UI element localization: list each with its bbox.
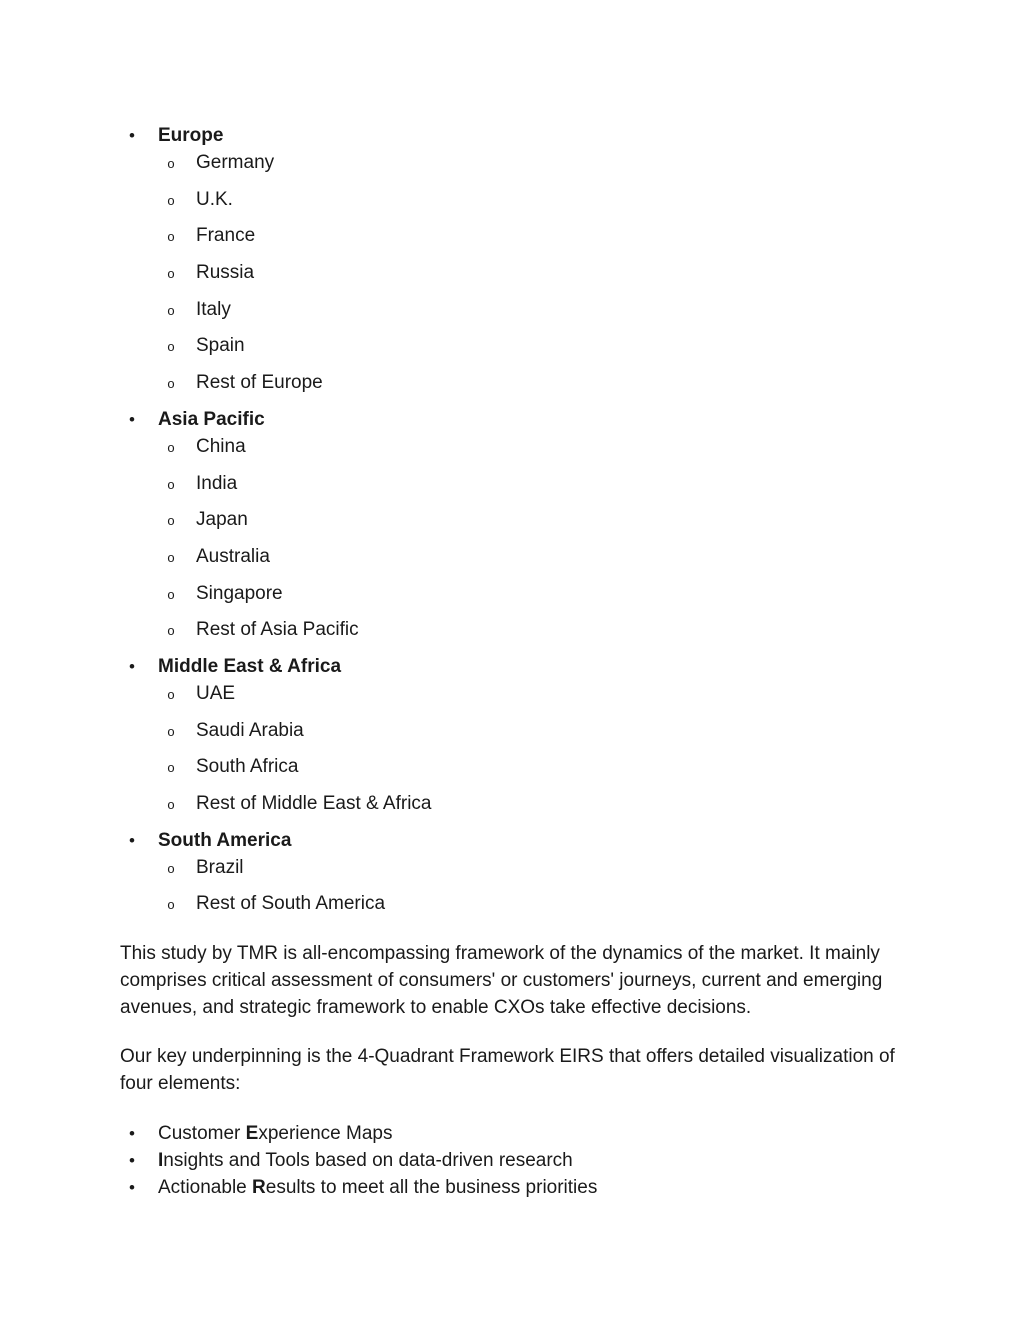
circle-bullet-icon: o [167,513,175,529]
bullet-icon: • [129,656,135,676]
country-name: Japan [196,509,248,531]
circle-bullet-icon: o [167,439,175,455]
list-item [0,149,1024,186]
study-paragraph: This study by TMR is all-encompassing framework of the dynamics of the market. It mainly comprises critical assessment of consumers' or customers' journeys, current and emerging avenues, and strategic framework to enable CXOs take effective decisions. [120,943,883,1018]
list-item [0,854,1024,891]
circle-bullet-icon: o [167,266,175,282]
region-heading [0,406,1024,433]
region-south-america [0,827,1024,927]
region-list [0,122,1024,927]
circle-bullet-icon: o [167,302,175,318]
circle-bullet-icon: o [167,623,175,639]
bullet-icon: • [129,1124,135,1143]
country-name: Rest of Europe [196,372,323,394]
country-name: Rest of Asia Pacific [196,619,359,641]
list-item [0,790,1024,827]
country-name: Australia [196,545,270,567]
country-name: France [196,225,256,247]
bullet-icon: • [129,1178,135,1197]
country-name: Russia [196,262,255,284]
circle-bullet-icon: o [167,686,175,702]
region-europe [0,122,1024,406]
framework-paragraph: Our key underpinning is the 4-Quadrant Framework EIRS that offers detailed visualization of four elements: [120,1046,895,1094]
list-item [0,1120,1024,1147]
list-item [0,296,1024,333]
eirs-item-text: Actionable Results to meet all the business priorities [158,1177,598,1198]
list-item [0,186,1024,223]
country-name: Italy [196,298,231,320]
bullet-icon: • [129,126,135,145]
list-item [0,259,1024,296]
country-name: India [196,472,238,494]
country-name: Saudi Arabia [196,719,304,741]
country-name: Rest of Middle East & Africa [196,793,432,814]
circle-bullet-icon: o [167,156,175,171]
circle-bullet-icon: o [167,339,175,355]
country-name: UAE [196,682,236,704]
list-item [0,753,1024,790]
country-name: Rest of South America [196,893,386,915]
region-name: Middle East & Africa [158,655,342,677]
eirs-item-text: Customer Experience Maps [158,1123,393,1144]
list-item [0,332,1024,369]
circle-bullet-icon: o [167,192,175,208]
list-item [0,616,1024,653]
list-item [0,470,1024,507]
country-name: Germany [196,152,275,173]
country-name: Singapore [196,582,283,604]
region-asia-pacific [0,406,1024,653]
list-item [0,580,1024,617]
circle-bullet-icon: o [167,376,175,392]
country-name: U.K. [196,188,233,210]
circle-bullet-icon: o [167,549,175,565]
country-name: South Africa [196,756,299,778]
region-name: Asia Pacific [158,408,265,430]
list-item [0,543,1024,580]
country-name: Spain [196,335,245,357]
eirs-item-text: Insights and Tools based on data-driven research [158,1150,573,1171]
region-heading [0,122,1024,149]
region-name: Europe [158,125,224,146]
region-heading [0,827,1024,854]
list-item [0,717,1024,754]
circle-bullet-icon: o [167,229,175,245]
list-item [0,369,1024,406]
circle-bullet-icon: o [167,476,175,492]
country-name: Brazil [196,856,244,878]
region-heading [0,653,1024,680]
list-item [0,1147,1024,1174]
list-item [0,890,1024,927]
list-item [0,222,1024,259]
country-name: China [196,435,246,457]
list-item [0,680,1024,717]
list-item [0,433,1024,470]
circle-bullet-icon: o [167,797,175,812]
bullet-icon: • [129,830,135,850]
circle-bullet-icon: o [167,860,175,876]
circle-bullet-icon: o [167,723,175,739]
circle-bullet-icon: o [167,897,175,913]
list-item [0,506,1024,543]
bullet-icon: • [129,409,135,429]
region-middle-east-africa [0,653,1024,827]
list-item [0,1174,1024,1201]
region-name: South America [158,829,292,851]
bullet-icon: • [129,1151,135,1170]
eirs-list [0,1120,1024,1201]
circle-bullet-icon: o [167,760,175,776]
circle-bullet-icon: o [167,586,175,602]
